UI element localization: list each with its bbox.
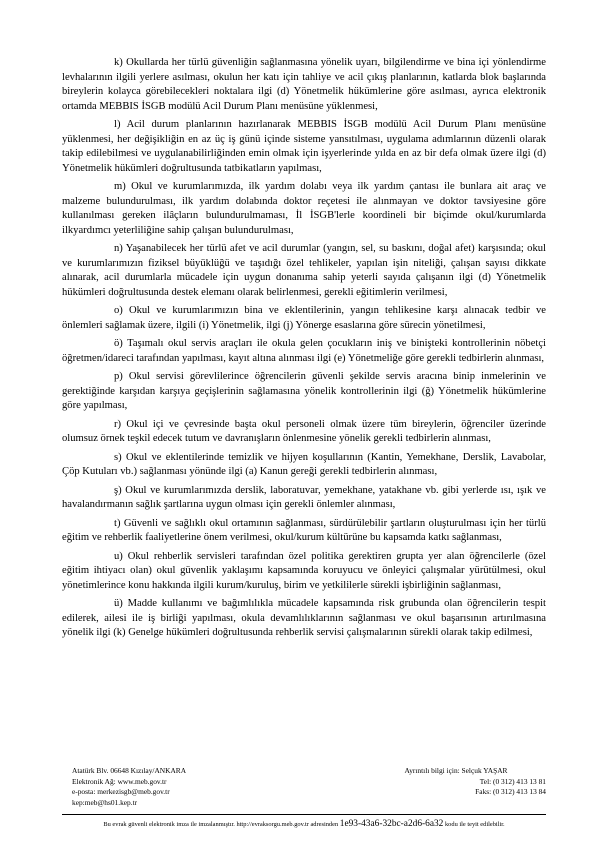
- footer-web: Elektronik Ağ: www.meb.gov.tr: [72, 776, 167, 786]
- footer-tel: Tel: (0 312) 413 13 81: [479, 776, 546, 786]
- paragraph-s-cedilla: ş) Okul ve kurumlarımızda derslik, laboratuvar, yemekhane, yatakhane vb. gibi yerlerde ısı, ışık ve havalandırmanın sağlık şartlarına uygun olması için gerekli önlemler alınması,: [62, 484, 546, 510]
- paragraph-o-umlaut: ö) Taşımalı okul servis araçları ile okula gelen çocukların iniş ve binişteki kontrollerinin nöbetçi öğretmen/idareci tarafından yapılması, kayıt altına alınması ilgi (e) Yönetmeliğe göre gerekli tedbirlerin alınması,: [62, 338, 546, 364]
- paragraph-u-umlaut: ü) Madde kullanımı ve bağımlılıkla mücadele kapsamında risk grubunda olan öğrencilerin tespit edilerek, ailesi ile iş birliği yapılması, okula devamlılıklarının sağlanması ve okul başarısının artırılmasına yönelik ilgi (k) Genelge hükümleri doğrultusunda rehberlik servisi çalışmalarının sürekli olarak takip edilmesi,: [62, 598, 546, 638]
- footer-address: Atatürk Blv. 06648 Kızılay/ANKARA: [72, 766, 187, 775]
- document-body: [62, 56, 546, 645]
- paragraph-o: o) Okul ve kurumlarımızın bina ve eklentilerinin, yangın tehlikesine karşı alınacak tedbir ve önlemleri sağlamak üzere, ilgili (i) Yönetmelik, ilgi (j) Yönerge esaslarına göre sürecin yönetilmesi,: [62, 305, 546, 331]
- footer-address-block: [72, 766, 312, 808]
- paragraph-n: n) Yaşanabilecek her türlü afet ve acil durumlar (yangın, sel, su baskını, doğal afet) karşısında; okul ve kurumlarımızın fiziksel büyüklüğü ve taşıdığı özel tehlikeler, yapılan işin niteliği, çalışan sayısı dikkate alınarak, acil durumlarla mücadele için uygun donanıma sahip yeterli sayıda çalışanın ilgi (d) Yönetmelik hükümleri doğrultusunda destek elemanı olarak belirlenmesi, gerekli eğitimlerin verilmesi,: [62, 243, 546, 298]
- paragraph-l: l) Acil durum planlarının hazırlanarak MEBBIS İSGB modülü Acil Durum Planı menüsüne yüklenmesi, her değişikliğin en az üç iş günü içinde sisteme yansıtılması, uygulama adımlarının düzenli olarak takip edilebilmesi ve uygulanabilirliğinden emin olmak için işyerlerinde yılda en az bir defa olmak üzere ilgi (d) Yönetmelik hükümleri doğrultusunda tatbikatların yapılması,: [62, 119, 546, 174]
- paragraph-m: m) Okul ve kurumlarımızda, ilk yardım dolabı veya ilk yardım çantası ile bunlara ait araç ve malzeme bulundurulması, ilk yardım dolabında doktor reçetesi ile alınmayan ve doktor tavsiyesine göre kullanılması gereken ilâçların bulundurulmaması, İl İSGB'lerle koordineli bir biçimde okul/kurumlarda ilkyardımcı yeterliliğine sahip çalışan bulundurulması,: [62, 181, 546, 236]
- paragraph-s: s) Okul ve eklentilerinde temizlik ve hijyen koşullarının (Kantin, Yemekhane, Derslik, Lavabolar, Çöp Kutuları vb.) sağlanması yönünde ilgi (a) Kanun gereği gerekli tedbirlerin alınması,: [62, 451, 546, 477]
- footer-phone-block: [326, 766, 546, 798]
- verification-line: [62, 820, 546, 829]
- paragraph-u: u) Okul rehberlik servisleri tarafından özel politika gerektiren grupta yer alan öğrencilerle (özel eğitim ihtiyacı olan) okul güvenlik yaklaşımı kapsamında koruyucu ve önleyici çalışmalar yürütülmesi, okul yönetimlerince konu hakkında ilgili kurum/kuruluş, birim ve yetkililerle sürekli işbirliğinin sağlanması,: [62, 550, 546, 591]
- footer-kep: kep:meb@hs01.kep.tr: [72, 797, 138, 807]
- footer-divider: [62, 814, 546, 815]
- paragraph-p: p) Okul servisi görevlilerince öğrencilerin güvenli şekilde servis aracına binip inmelerinin ve gerektiğinde karşıdan karşıya geçişlerinin sağlamasına yönelik kontrollerinin ilgi (ğ) Yönetmelik hükümlerine göre yapılması,: [62, 371, 546, 411]
- verification-suffix: kodu ile teyit edilebilir.: [444, 821, 505, 828]
- footer-fax: Faks: (0 312) 413 13 84: [475, 787, 546, 797]
- verification-prefix: Bu evrak güvenli elektronik imza ile imzalanmıştır. http://evraksorgu.meb.gov.tr adresinden: [103, 821, 339, 828]
- footer-contact-person: Ayrıntılı bilgi için: Selçuk YAŞAR: [404, 766, 508, 775]
- verification-code: 1e93-43a6-32bc-a2d6-6a32: [339, 819, 444, 829]
- paragraph-k: k) Okullarda her türlü güvenliğin sağlanmasına yönelik uyarı, bilgilendirme ve bina içi yönlendirme levhalarının ilgili yerlere asılması, okulun her katı için tahliye ve acil çıkış planlarının, katlarda blok başlarında bireylerin kolayca görebilecekleri noktalara ilgi (d) Yönetmelik hükümlerine göre asılması, ayrıca elektronik ortamda MEBBIS İSGB modülü Acil Durum Planı menüsüne yüklenmesi,: [62, 57, 546, 112]
- paragraph-t: t) Güvenli ve sağlıklı okul ortamının sağlanması, sürdürülebilir şartların oluşturulması için her türlü eğitim ve rehberlik faaliyetlerine önem verilmesi, okul/kurum kültürüne bu kapsamda katkı sağlanması,: [62, 517, 546, 543]
- paragraph-r: r) Okul içi ve çevresinde başta okul personeli olmak üzere tüm bireylerin, öğrenciler üzerinde olumsuz örnek teşkil edecek tutum ve davranışların önlenmesine yönelik gerekli tedbirlerin alınması,: [62, 418, 546, 444]
- footer-email: e-posta: merkezisgb@meb.gov.tr: [72, 787, 170, 797]
